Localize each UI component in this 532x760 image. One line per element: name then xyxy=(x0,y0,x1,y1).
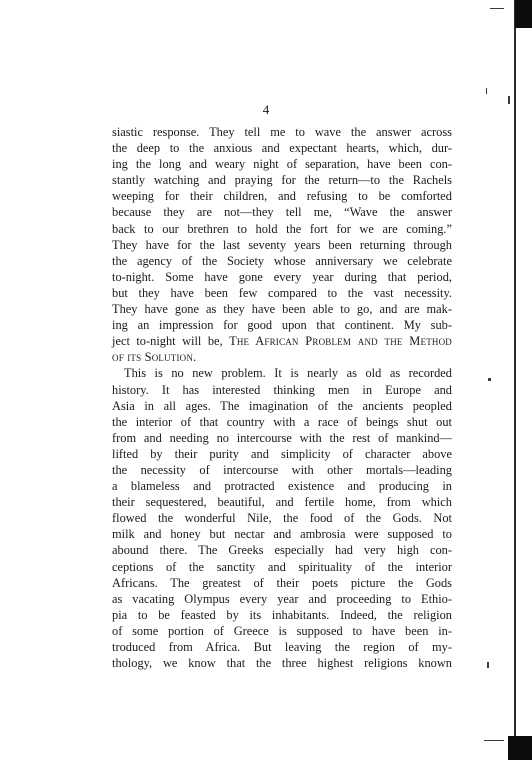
scan-speck xyxy=(490,8,504,9)
text-line: siastic response. They tell me to wave the answer across xyxy=(112,125,452,139)
scan-speck xyxy=(486,88,487,94)
text-line: the deep to the anxious and expectant hearts, which, dur- xyxy=(112,141,452,156)
body-text xyxy=(112,124,452,671)
subject-line xyxy=(112,333,452,349)
scan-speck xyxy=(487,662,489,668)
binding-mark-top xyxy=(515,0,532,28)
text-line: of some portion of Greece is supposed to have been in- xyxy=(112,623,452,638)
text-line: ceptions of the sanctity and spirituality of the interior xyxy=(112,559,452,574)
text-line: lifted by their purity and simplicity of character above xyxy=(112,446,452,461)
text-line: history. It has interested thinking men in Europe and xyxy=(112,382,452,397)
text-line: from and needing no intercourse with the rest of mankind— xyxy=(112,430,452,445)
text-line: as vacating Olympus every year and proceeding to Ethio- xyxy=(112,591,452,606)
page-binding-edge xyxy=(484,0,532,760)
paragraph-start: This is no new problem. It is nearly as old as recorded xyxy=(124,366,452,381)
text-line: to-night. Some have gone every year during that period, xyxy=(112,269,452,284)
text-line: back to our brethren to hold the fort for we are coming.” xyxy=(112,221,452,236)
text-line: troduced from Africa. But leaving the region of my- xyxy=(112,640,452,654)
text-line: ing the long and weary night of separation, have been con- xyxy=(112,157,452,172)
text-line: flowed the wonderful Nile, the food of the Gods. Not xyxy=(112,511,452,526)
text-line: milk and honey but nectar and ambrosia were supposed to xyxy=(112,527,452,542)
text-line: pia to be feasted by its inhabitants. Indeed, the religion xyxy=(112,607,452,622)
text-line: They have for the last seventy years been returning through xyxy=(112,237,452,252)
text-line: a blameless and protracted existence and producing in xyxy=(112,479,452,494)
text-line: but they have been few compared to the vast necessity. xyxy=(112,285,452,300)
text-line: thology, we know that the three highest religions known xyxy=(112,656,452,671)
binding-line xyxy=(514,0,516,760)
scan-speck xyxy=(488,378,491,381)
subject-line-cont xyxy=(112,349,452,365)
text-line: They have gone as they have been able to go, and are mak- xyxy=(112,302,452,317)
text-line: the agency of the Society whose anniversary we celebrate xyxy=(112,253,452,268)
text-line: weeping for their children, and refusing to be comforted xyxy=(112,189,452,204)
text-line: stantly watching and praying for the return—to the Rachels xyxy=(112,173,452,188)
binding-mark-bottom xyxy=(508,736,532,760)
subject-title-cont: of its Solution. xyxy=(112,350,197,365)
text-line: the interior of that country with a race of beings shut out xyxy=(112,414,452,429)
text-line: Africans. The greatest of their poets picture the Gods xyxy=(112,575,452,590)
text-line: ing an impression for good upon that continent. My sub- xyxy=(112,318,452,333)
text-line: Asia in all ages. The imagination of the ancients peopled xyxy=(112,398,452,413)
page-number: 4 xyxy=(262,102,270,117)
text-line: abound there. The Greeks especially had very high con- xyxy=(112,543,452,558)
scan-speck xyxy=(484,740,504,741)
text-line: their sequestered, beautiful, and fertile home, from which xyxy=(112,495,452,510)
text-line: the necessity of intercourse with other mortals—leading xyxy=(112,462,452,477)
text-line: because they are not—they tell me, “Wave the answer xyxy=(112,205,452,220)
subject-prefix: ject to-night will be, xyxy=(112,334,230,349)
subject-title: The African Problem and the Method xyxy=(229,334,453,349)
scan-speck xyxy=(508,96,510,104)
